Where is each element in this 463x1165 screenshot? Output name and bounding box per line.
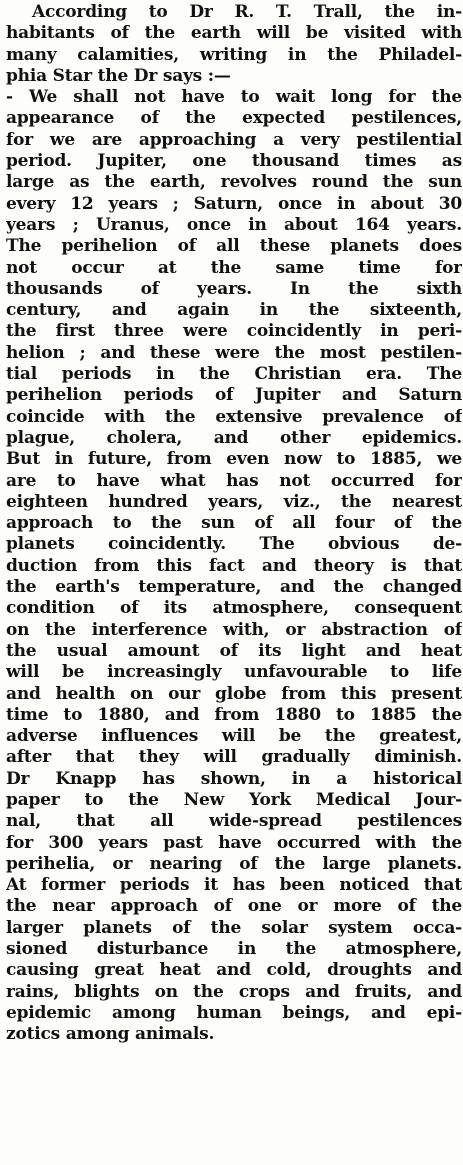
text-line: the usual amount of its light and heat — [6, 640, 462, 661]
text-line: many calamities, writing in the Philadel- — [6, 44, 462, 65]
intro-paragraph — [6, 2, 462, 87]
text-line: planets coincidently. The obvious de- — [6, 534, 462, 555]
text-line: not occur at the same time for — [6, 257, 462, 278]
text-line: approach to the sun of all four of the — [6, 513, 462, 534]
text-line: nal, that all wide-spread pestilences — [6, 811, 462, 832]
text-line: eighteen hundred years, viz., the nearest — [6, 491, 462, 512]
text-line: phia Star the Dr says :— — [6, 65, 231, 86]
text-line: causing great heat and cold, droughts and — [6, 960, 462, 981]
body-paragraph — [6, 87, 462, 1045]
text-line: Dr Knapp has shown, in a historical — [6, 768, 462, 789]
text-line: coincide with the extensive prevalence of — [6, 406, 462, 427]
text-line: rains, blights on the crops and fruits, and — [6, 981, 462, 1002]
text-line: larger planets of the solar system occa- — [6, 917, 462, 938]
text-line: zotics among animals. — [6, 1024, 215, 1045]
text-line: paper to the New York Medical Jour- — [6, 789, 462, 810]
text-line: According to Dr R. T. Trall, the in- — [32, 2, 462, 22]
text-line: on the interference with, or abstraction of — [6, 619, 462, 640]
text-line: for 300 years past have occurred with the — [6, 832, 462, 853]
text-line: for we are approaching a very pestilential — [6, 129, 462, 150]
text-line: are to have what has not occurred for — [6, 470, 462, 491]
text-line: At former periods it has been noticed that — [6, 875, 462, 896]
text-line: the near approach of one or more of the — [6, 896, 462, 917]
text-line: tial periods in the Christian era. The — [6, 364, 462, 385]
text-line: after that they will gradually diminish. — [6, 747, 462, 768]
text-line: duction from this fact and theory is that — [6, 555, 462, 576]
text-line: habitants of the earth will be visited with — [6, 23, 462, 44]
text-line: will be increasingly unfavourable to life — [6, 662, 462, 683]
text-line: sioned disturbance in the atmosphere, — [6, 939, 462, 960]
text-line: - We shall not have to wait long for the — [6, 87, 462, 108]
text-line: perihelia, or nearing of the large planets. — [6, 853, 462, 874]
text-line: perihelion periods of Jupiter and Saturn — [6, 385, 462, 406]
text-line: helion ; and these were the most pestilen- — [6, 342, 462, 363]
text-line: period. Jupiter, one thousand times as — [6, 151, 462, 172]
text-line: adverse influences will be the greatest, — [6, 726, 462, 747]
text-line: years ; Uranus, once in about 164 years. — [6, 214, 462, 235]
text-line: the earth's temperature, and the changed — [6, 577, 462, 598]
text-line: time to 1880, and from 1880 to 1885 the — [6, 704, 462, 725]
text-line: appearance of the expected pestilences, — [6, 108, 462, 129]
text-line: the first three were coincidently in peri- — [6, 321, 462, 342]
text-line: condition of its atmosphere, consequent — [6, 598, 462, 619]
text-line: and health on our globe from this present — [6, 683, 462, 704]
text-line: The perihelion of all these planets does — [6, 236, 462, 257]
text-line: epidemic among human beings, and epi- — [6, 1002, 462, 1023]
text-line: plague, cholera, and other epidemics. — [6, 427, 462, 448]
text-line: large as the earth, revolves round the sun — [6, 172, 462, 193]
text-line: But in future, from even now to 1885, we — [6, 449, 462, 470]
text-line: thousands of years. In the sixth — [6, 278, 462, 299]
text-line: century, and again in the sixteenth, — [6, 300, 462, 321]
text-line: every 12 years ; Saturn, once in about 30 — [6, 193, 462, 214]
article-column — [6, 2, 462, 1046]
